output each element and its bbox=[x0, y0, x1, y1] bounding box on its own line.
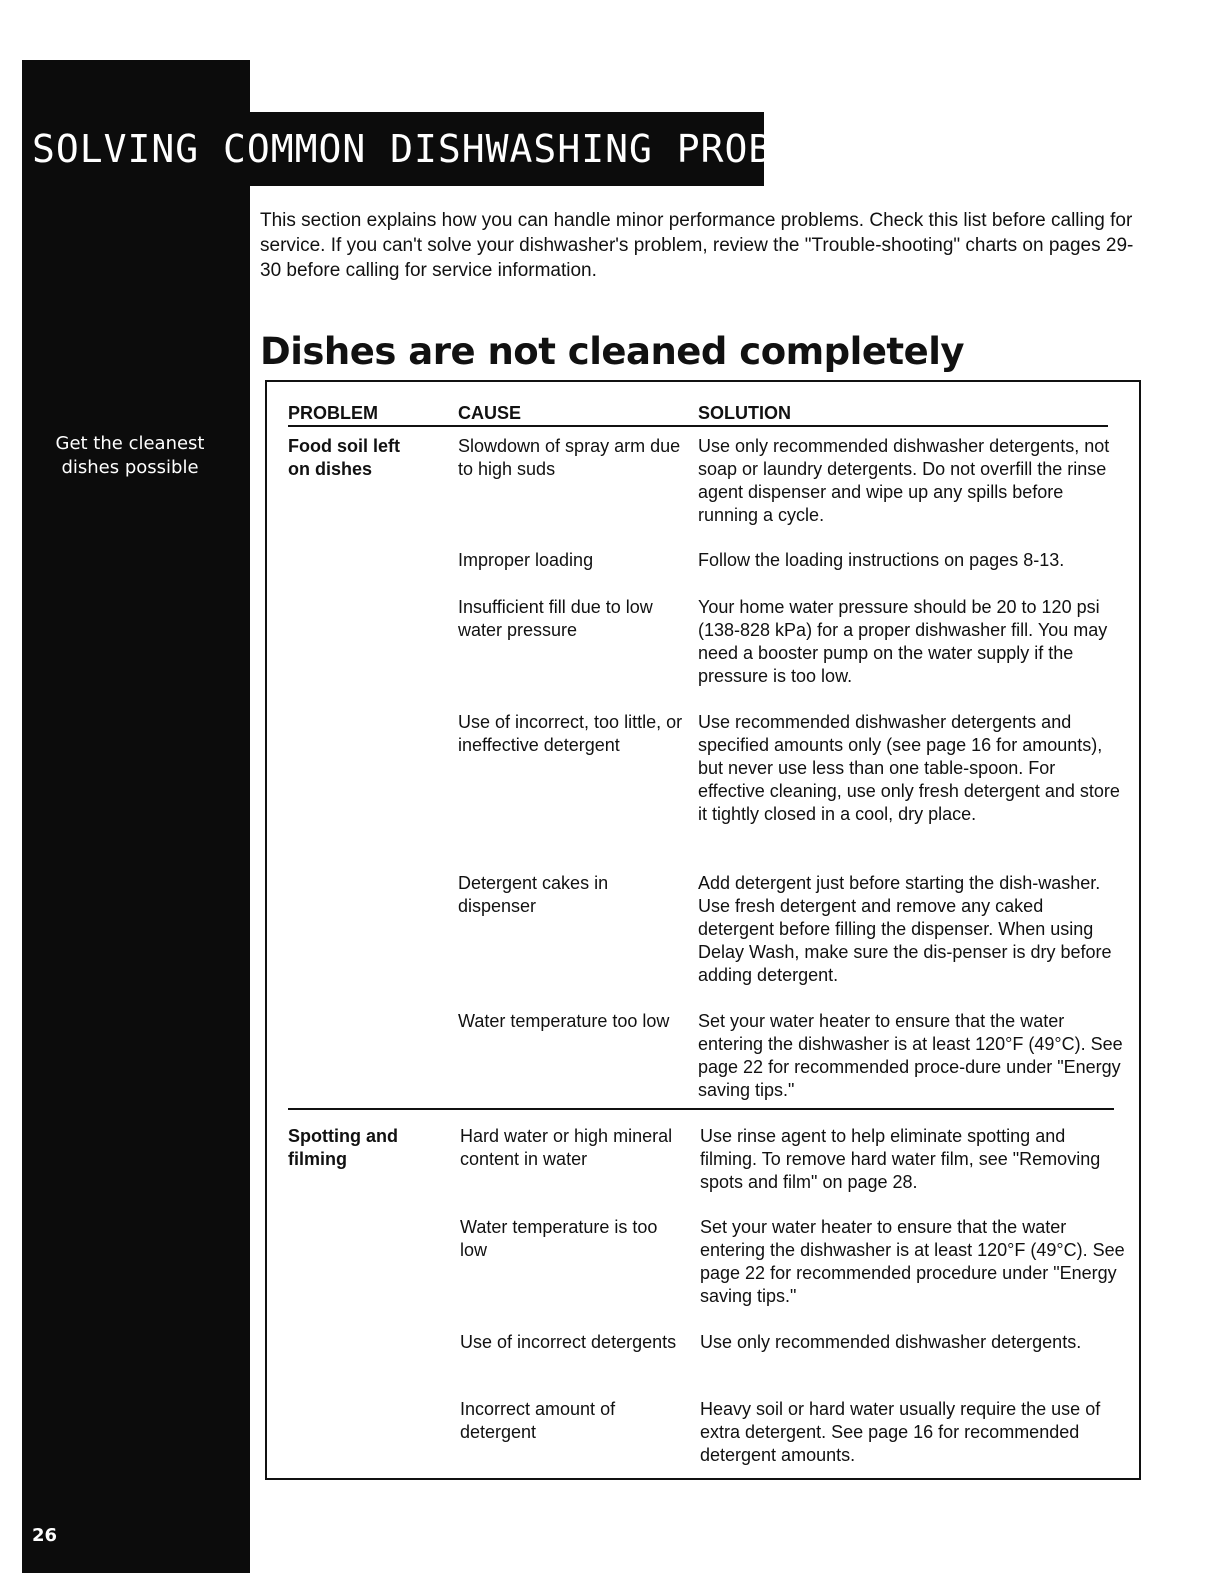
solution-cell: Your home water pressure should be 20 to 120 psi (138-828 kPa) for a proper dishwasher fill. You may need a booster pump on the water supply if the pressure is too low. bbox=[698, 597, 1108, 686]
sidebar-bar bbox=[22, 60, 250, 1573]
header-rule bbox=[288, 425, 1108, 427]
section-heading: Dishes are not cleaned completely bbox=[260, 330, 965, 373]
page-title: SOLVING COMMON DISHWASHING PROBLEMS bbox=[22, 112, 764, 186]
cause-cell: Use of incorrect, too little, or ineffective detergent bbox=[458, 712, 683, 755]
solution-cell: Use only recommended dishwasher detergents. bbox=[700, 1332, 1082, 1352]
cause-cell: Use of incorrect detergents bbox=[460, 1332, 677, 1352]
solution-cell: Set your water heater to ensure that the water entering the dishwasher is at least 120°F (49°C). See page 22 for recommended procedure under "Energy saving tips." bbox=[700, 1217, 1125, 1306]
page-number: 26 bbox=[32, 1525, 58, 1546]
header-cause: CAUSE bbox=[458, 403, 522, 423]
problem-label: Spotting and filming bbox=[288, 1126, 398, 1169]
solution-cell: Use rinse agent to help eliminate spotting and filming. To remove hard water film, see "Removing spots and film" on page 28. bbox=[700, 1126, 1101, 1192]
intro-paragraph: This section explains how you can handle minor performance problems. Check this list before calling for service. If you can't solve your dishwasher's problem, review the "Trouble-shooting" charts on pages 29-30 before calling for service information. bbox=[260, 210, 1134, 281]
cause-cell: Incorrect amount of detergent bbox=[460, 1399, 616, 1442]
solution-cell: Heavy soil or hard water usually require the use of extra detergent. See page 16 for recommended detergent amounts. bbox=[700, 1399, 1101, 1465]
group-rule bbox=[288, 1108, 1114, 1110]
header-problem: PROBLEM bbox=[288, 403, 378, 423]
problems-table bbox=[265, 380, 1141, 1480]
solution-cell: Follow the loading instructions on pages 8-13. bbox=[698, 550, 1065, 570]
solution-cell: Add detergent just before starting the dish-washer. Use fresh detergent and remove any caked detergent before filling the dispenser. When using Delay Wash, make sure the dis-penser is dry before adding detergent. bbox=[698, 873, 1112, 985]
cause-cell: Water temperature too low bbox=[458, 1011, 670, 1031]
header-solution: SOLUTION bbox=[698, 403, 791, 423]
cause-cell: Improper loading bbox=[458, 550, 594, 570]
solution-cell: Set your water heater to ensure that the water entering the dishwasher is at least 120°F (49°C). See page 22 for recommended proce-dure under "Energy saving tips." bbox=[698, 1011, 1123, 1100]
cause-cell: Insufficient fill due to low water pressure bbox=[458, 597, 653, 640]
cause-cell: Water temperature is too low bbox=[460, 1217, 658, 1260]
side-note: Get the cleanest dishes possible bbox=[55, 433, 205, 478]
cause-cell: Detergent cakes in dispenser bbox=[458, 873, 609, 916]
solution-cell: Use recommended dishwasher detergents and specified amounts only (see page 16 for amounts), but never use less than one table-spoon. For effective cleaning, use only fresh detergent and store it tightly closed in a cool, dry place. bbox=[698, 712, 1120, 824]
solution-cell: Use only recommended dishwasher detergents, not soap or laundry detergents. Do not overfill the rinse agent dispenser and wipe up any spills before running a cycle. bbox=[698, 436, 1110, 525]
cause-cell: Slowdown of spray arm due to high suds bbox=[458, 436, 681, 479]
cause-cell: Hard water or high mineral content in water bbox=[460, 1126, 673, 1169]
problem-label: Food soil left on dishes bbox=[288, 436, 400, 479]
